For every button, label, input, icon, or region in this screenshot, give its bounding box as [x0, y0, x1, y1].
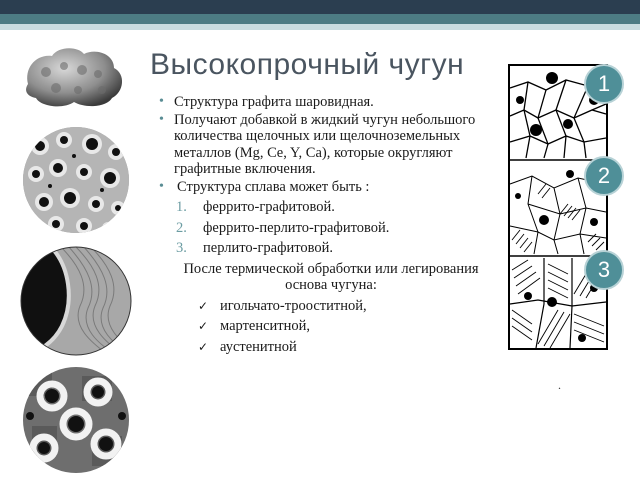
header-teal-stripe [0, 14, 640, 24]
bullet-dot-icon: • [159, 111, 164, 127]
sub-item-text: мартенситной, [220, 318, 311, 334]
numbered-list [158, 199, 503, 257]
structure-diagram [508, 64, 608, 350]
sub-list [158, 298, 503, 356]
bullet-item [158, 112, 503, 178]
checkmark-bullet-icon: ✓ [198, 298, 209, 313]
item-text: перлито-графитовой. [203, 240, 334, 256]
numbered-item [158, 220, 503, 237]
bull-eye-graphite-micrograph [22, 366, 130, 474]
bullet-text: Структура сплава может быть : [177, 178, 370, 195]
slide-content [158, 94, 503, 359]
header-dark-band [0, 0, 640, 14]
numbered-item [158, 199, 503, 216]
stray-dot: . [558, 378, 561, 392]
item-number: 2. [176, 219, 187, 236]
badge-2: 2 [584, 156, 624, 196]
bullet-text: Структура графита шаровидная. [174, 94, 374, 110]
sub-item [158, 318, 503, 335]
numbered-item [158, 240, 503, 257]
badge-3: 3 [584, 250, 624, 290]
sub-item [158, 298, 503, 315]
slide-title: Высокопрочный чугун [150, 48, 465, 81]
badge-1: 1 [584, 64, 624, 104]
ferrite-graphite-micrograph [22, 126, 130, 234]
checkmark-bullet-icon: ✓ [198, 319, 209, 333]
header-light-stripe [0, 24, 640, 30]
item-number: 3. [176, 240, 187, 256]
bullet-text: Получают добавкой в жидкий чугун небольшого количества щелочных или щелочноземельных металлов (Mg, Ce, Y, Ca), которые округляют графитные включения. [174, 111, 476, 177]
item-text: феррито-перлито-графитовой. [203, 219, 390, 236]
bullet-item [158, 94, 503, 111]
pearlite-graphite-micrograph [20, 246, 132, 356]
item-number: 1. [176, 199, 187, 215]
sub-item [158, 339, 503, 356]
bullet-dot-icon: • [159, 178, 164, 194]
checkmark-bullet-icon: ✓ [198, 339, 209, 354]
bullet-item [158, 179, 503, 196]
bullet-dot-icon: • [159, 94, 164, 109]
heat-treatment-text: После термической обработки или легирования основа чугуна: [183, 260, 479, 293]
item-text: феррито-графитовой. [203, 199, 335, 215]
graphite-nodule-image [22, 44, 128, 110]
sub-item-text: игольчато-трооститной, [220, 297, 367, 314]
sub-item-text: аустенитной [220, 338, 297, 355]
